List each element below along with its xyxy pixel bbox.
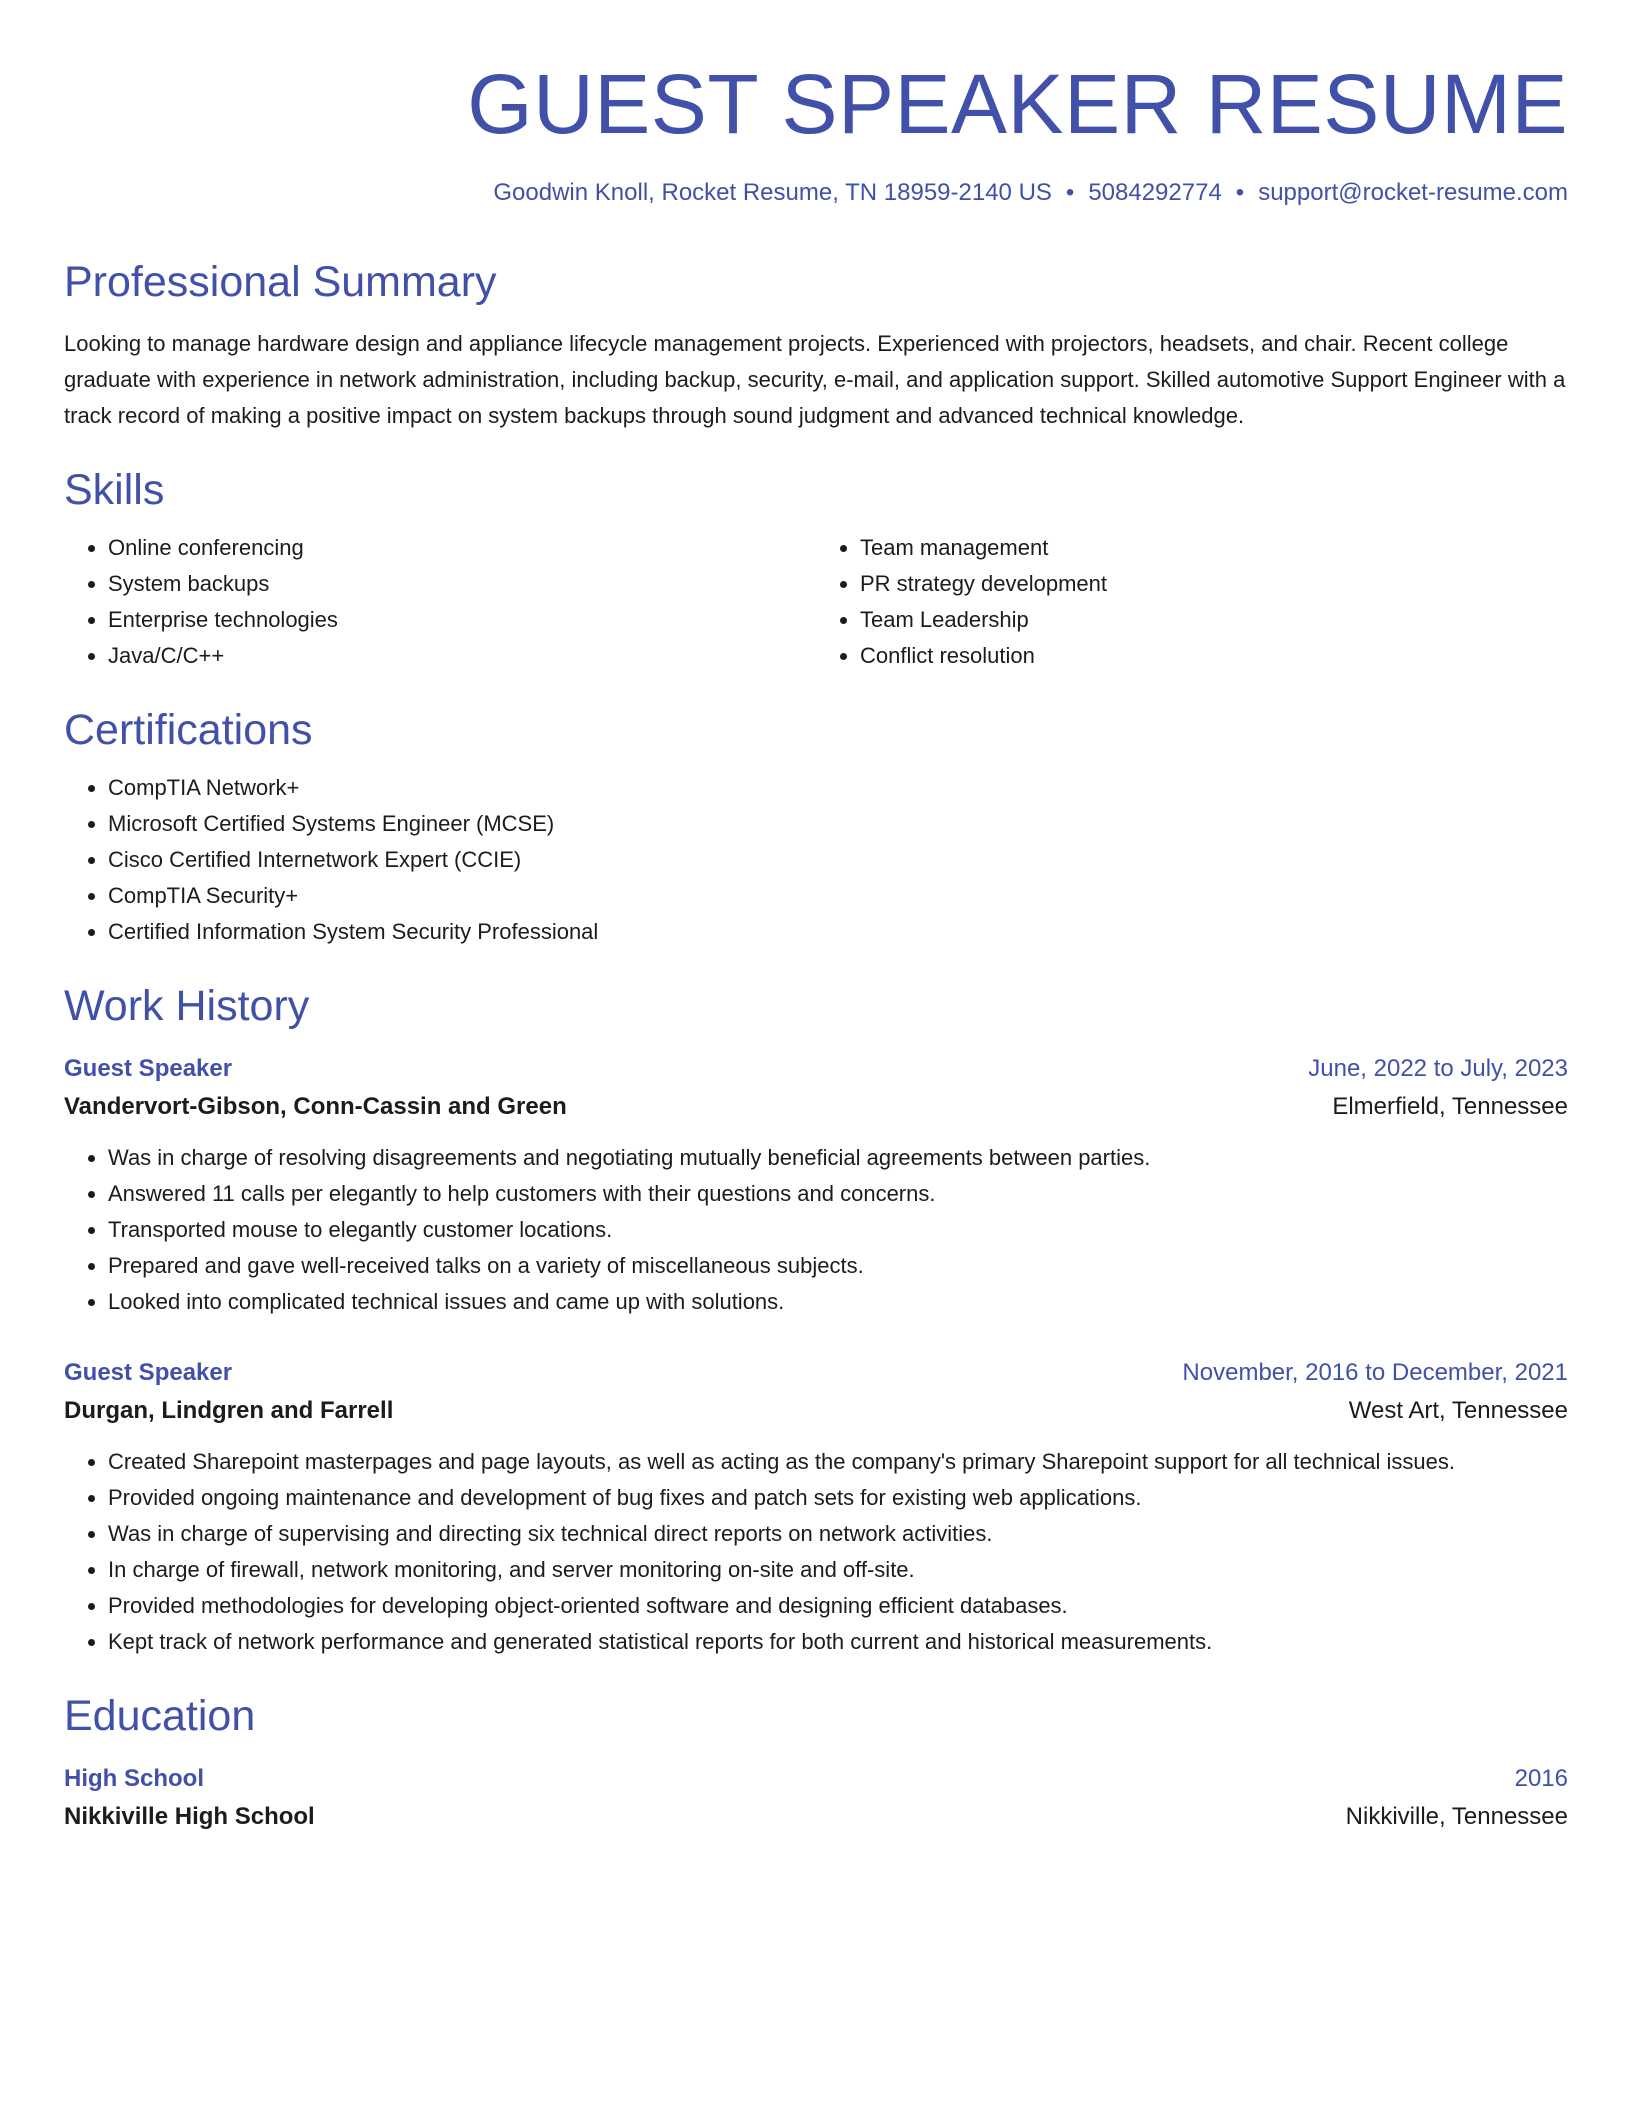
job-duty: • Created Sharepoint masterpages and page layouts, as well as acting as the company's primary Sharepoint support for all technical issues. [108,1444,1568,1480]
job-header [64,1354,1568,1392]
education-entry [64,1760,1568,1836]
job-duties [64,1444,1568,1660]
resume-page [64,0,1568,1836]
skills-column-left [64,530,816,674]
job-employer: Durgan, Lindgren and Farrell [64,1397,394,1424]
skill-item: • Team management [860,530,1568,566]
address: Goodwin Knoll, Rocket Resume, TN 18959-2140 US [493,179,1052,206]
skill-item: • PR strategy development [860,566,1568,602]
certifications-heading: Certifications [64,706,313,754]
school-location: Nikkiville, Tennessee [1345,1803,1568,1830]
skills-heading: Skills [64,466,165,514]
education-header [64,1760,1568,1798]
job-duty: • Provided ongoing maintenance and development of bug fixes and patch sets for existing web applications. [108,1480,1568,1516]
job-duty: • Provided methodologies for developing object-oriented software and designing efficient databases. [108,1588,1568,1624]
graduation-year: 2016 [1514,1765,1568,1792]
skill-item: • Java/C/C++ [108,638,816,674]
education-subheader [64,1798,1568,1836]
job-duty: • In charge of firewall, network monitoring, and server monitoring on-site and off-site. [108,1552,1568,1588]
email-link[interactable]: support@rocket-resume.com [1258,179,1568,206]
separator: • [1235,179,1245,206]
contact-line [64,178,1568,208]
skills-list [64,530,1568,674]
job-duty: • Looked into complicated technical issues and came up with solutions. [108,1284,1568,1320]
job-duty: • Transported mouse to elegantly customer locations. [108,1212,1568,1248]
job-duties [64,1140,1568,1320]
job-location: Elmerfield, Tennessee [1332,1093,1568,1120]
job-dates: November, 2016 to December, 2021 [1182,1359,1568,1386]
job-duty: • Was in charge of supervising and directing six technical direct reports on network activities. [108,1516,1568,1552]
job-title: Guest Speaker [64,1055,233,1082]
job-subheader [64,1088,1568,1126]
certifications-list [64,770,1568,950]
job-header [64,1050,1568,1088]
job-entry [64,1354,1568,1660]
certification-item: • Cisco Certified Internetwork Expert (CCIE) [108,842,1568,878]
job-entry [64,1050,1568,1320]
resume-title: GUEST SPEAKER RESUME [467,57,1568,151]
skill-item: • Team Leadership [860,602,1568,638]
education-heading: Education [64,1692,256,1740]
job-duty: • Answered 11 calls per elegantly to help customers with their questions and concerns. [108,1176,1568,1212]
degree: High School [64,1765,204,1792]
job-duty: • Was in charge of resolving disagreements and negotiating mutually beneficial agreements between parties. [108,1140,1568,1176]
skill-item: • Conflict resolution [860,638,1568,674]
work-history-heading: Work History [64,982,310,1030]
job-dates: June, 2022 to July, 2023 [1308,1055,1568,1082]
job-location: West Art, Tennessee [1348,1397,1568,1424]
separator: • [1065,179,1075,206]
skill-item: • Online conferencing [108,530,816,566]
phone: 5084292774 [1088,179,1222,206]
job-title: Guest Speaker [64,1359,233,1386]
certification-item: • Microsoft Certified Systems Engineer (MCSE) [108,806,1568,842]
job-duty: • Prepared and gave well-received talks on a variety of miscellaneous subjects. [108,1248,1568,1284]
certification-item: • Certified Information System Security Professional [108,914,1568,950]
job-employer: Vandervort-Gibson, Conn-Cassin and Green [64,1093,567,1120]
summary-heading: Professional Summary [64,258,497,306]
job-duty: • Kept track of network performance and generated statistical reports for both current and historical measurements. [108,1624,1568,1660]
summary-text: Looking to manage hardware design and appliance lifecycle management projects. Experienced with projectors, headsets, and chair. Recent college graduate with experience in network administration, including backup, security, e-mail, and application support. Skilled automotive Support Engineer with a track record of making a positive impact on system backups through sound judgment and advanced technical knowledge. [64,331,1566,428]
skills-column-right [816,530,1568,674]
certification-item: • CompTIA Security+ [108,878,1568,914]
certification-item: • CompTIA Network+ [108,770,1568,806]
skill-item: • System backups [108,566,816,602]
school-name: Nikkiville High School [64,1803,315,1830]
job-subheader [64,1392,1568,1430]
skill-item: • Enterprise technologies [108,602,816,638]
